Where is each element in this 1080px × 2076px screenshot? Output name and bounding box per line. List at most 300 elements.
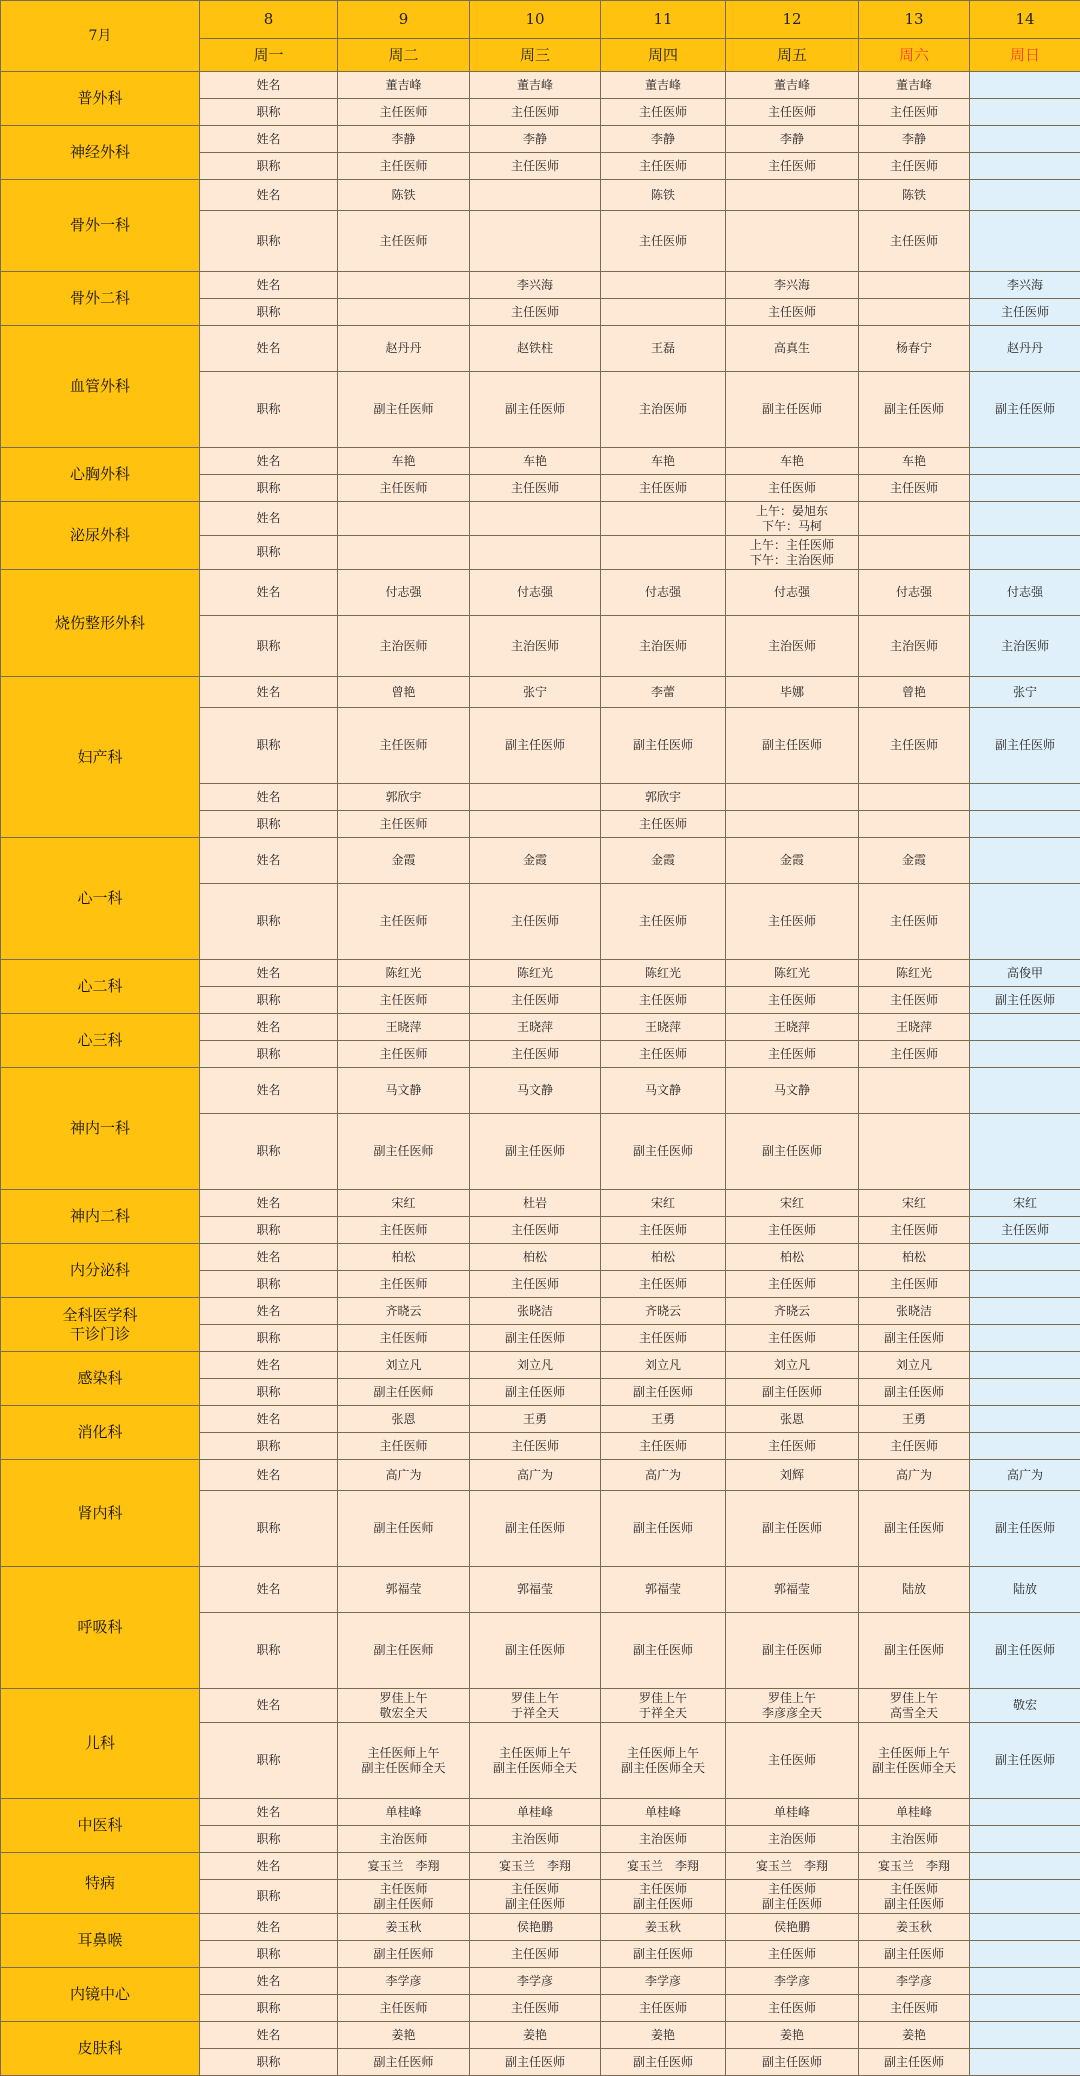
schedule-cell: 主任医师 (470, 299, 601, 326)
schedule-cell (970, 126, 1080, 153)
schedule-cell: 董吉峰 (601, 72, 726, 99)
schedule-cell (726, 784, 859, 811)
schedule-cell: 主治医师 (338, 1826, 470, 1853)
schedule-cell: 单桂峰 (859, 1799, 970, 1826)
schedule-cell: 宴玉兰 李翔 (601, 1853, 726, 1880)
schedule-cell: 主治医师 (470, 616, 601, 677)
schedule-cell: 李蕾 (601, 677, 726, 708)
schedule-cell: 主任医师 (470, 153, 601, 180)
schedule-cell (970, 99, 1080, 126)
schedule-cell: 副主任医师 (470, 2049, 601, 2076)
schedule-cell: 主治医师 (601, 372, 726, 448)
schedule-cell: 副主任医师 (338, 1941, 470, 1968)
schedule-cell: 主任医师 (470, 475, 601, 502)
schedule-cell: 罗佳上午 敬宏全天 (338, 1689, 470, 1723)
schedule-cell: 副主任医师 (970, 1491, 1080, 1567)
schedule-cell: 张恩 (338, 1406, 470, 1433)
table-row (1, 1914, 1080, 1941)
schedule-cell: 主任医师 (338, 811, 470, 838)
schedule-cell: 主任医师 副主任医师 (338, 1880, 470, 1914)
schedule-cell: 姜玉秋 (601, 1914, 726, 1941)
date-header: 12 (726, 1, 859, 39)
schedule-cell: 柏松 (601, 1244, 726, 1271)
schedule-cell: 主任医师 (601, 1433, 726, 1460)
row-label: 职称 (200, 708, 338, 784)
schedule-cell: 主治医师 (970, 616, 1080, 677)
row-label: 职称 (200, 475, 338, 502)
schedule-cell: 郭福莹 (726, 1567, 859, 1613)
row-label: 职称 (200, 811, 338, 838)
schedule-cell: 金霞 (338, 838, 470, 884)
schedule-cell (970, 2049, 1080, 2076)
date-header: 11 (601, 1, 726, 39)
schedule-cell: 主任医师 (970, 299, 1080, 326)
schedule-cell (970, 1941, 1080, 1968)
row-label: 职称 (200, 536, 338, 570)
schedule-cell: 王晓萍 (470, 1014, 601, 1041)
schedule-cell: 付志强 (470, 570, 601, 616)
schedule-cell (470, 180, 601, 211)
schedule-cell: 副主任医师 (470, 708, 601, 784)
schedule-cell: 王磊 (601, 326, 726, 372)
schedule-cell (970, 1433, 1080, 1460)
schedule-cell: 主治医师 (338, 616, 470, 677)
schedule-cell (859, 1068, 970, 1114)
department-name: 心二科 (1, 960, 200, 1014)
schedule-cell: 付志强 (726, 570, 859, 616)
table-row (1, 126, 1080, 153)
schedule-cell (970, 884, 1080, 960)
row-label: 姓名 (200, 502, 338, 536)
schedule-cell (970, 1406, 1080, 1433)
schedule-cell: 刘立凡 (726, 1352, 859, 1379)
department-name: 皮肤科 (1, 2022, 200, 2076)
schedule-cell: 主任医师 (726, 884, 859, 960)
schedule-cell: 主任医师 (726, 1433, 859, 1460)
schedule-cell: 姜艳 (470, 2022, 601, 2049)
schedule-cell (970, 811, 1080, 838)
schedule-cell: 董吉峰 (470, 72, 601, 99)
schedule-cell: 王晓萍 (601, 1014, 726, 1041)
table-row (1, 1244, 1080, 1271)
schedule-cell (970, 1379, 1080, 1406)
schedule-cell (970, 2022, 1080, 2049)
row-label: 职称 (200, 616, 338, 677)
schedule-cell: 主任医师 (726, 475, 859, 502)
schedule-cell: 副主任医师 (601, 1941, 726, 1968)
schedule-cell: 主任医师 (726, 1723, 859, 1799)
schedule-cell: 马文静 (338, 1068, 470, 1114)
schedule-cell: 副主任医师 (338, 1114, 470, 1190)
table-row (1, 1567, 1080, 1613)
schedule-cell: 主任医师 (726, 299, 859, 326)
schedule-cell: 李静 (470, 126, 601, 153)
schedule-cell: 主任医师 (470, 1433, 601, 1460)
schedule-cell: 李兴海 (726, 272, 859, 299)
schedule-cell: 宴玉兰 李翔 (859, 1853, 970, 1880)
schedule-cell: 曾艳 (859, 677, 970, 708)
schedule-cell: 毕娜 (726, 677, 859, 708)
schedule-cell: 齐晓云 (601, 1298, 726, 1325)
schedule-cell: 主任医师 (726, 1041, 859, 1068)
schedule-cell: 陈铁 (859, 180, 970, 211)
row-label: 职称 (200, 2049, 338, 2076)
schedule-cell: 杨春宁 (859, 326, 970, 372)
schedule-cell: 付志强 (859, 570, 970, 616)
schedule-cell: 郭欣宇 (601, 784, 726, 811)
table-row (1, 1068, 1080, 1114)
schedule-cell (970, 1914, 1080, 1941)
schedule-cell: 赵铁柱 (470, 326, 601, 372)
schedule-cell: 宋红 (970, 1190, 1080, 1217)
schedule-cell: 姜艳 (859, 2022, 970, 2049)
row-label: 职称 (200, 1941, 338, 1968)
department-name: 心胸外科 (1, 448, 200, 502)
schedule-cell: 主任医师 (470, 1217, 601, 1244)
schedule-cell: 李学彦 (859, 1968, 970, 1995)
schedule-cell: 李兴海 (470, 272, 601, 299)
department-name: 骨外二科 (1, 272, 200, 326)
row-label: 姓名 (200, 784, 338, 811)
schedule-cell: 李静 (338, 126, 470, 153)
schedule-cell (970, 1114, 1080, 1190)
schedule-cell: 李兴海 (970, 272, 1080, 299)
schedule-cell: 张宁 (470, 677, 601, 708)
row-label: 姓名 (200, 72, 338, 99)
schedule-cell: 罗佳上午 李彦彦全天 (726, 1689, 859, 1723)
schedule-cell: 主任医师 (338, 884, 470, 960)
schedule-cell (970, 1826, 1080, 1853)
row-label: 姓名 (200, 1298, 338, 1325)
schedule-cell: 主任医师 (470, 987, 601, 1014)
department-name: 消化科 (1, 1406, 200, 1460)
schedule-cell: 李静 (859, 126, 970, 153)
schedule-cell: 刘立凡 (338, 1352, 470, 1379)
row-label: 姓名 (200, 1190, 338, 1217)
table-row (1, 1014, 1080, 1041)
row-label: 姓名 (200, 1014, 338, 1041)
schedule-cell: 车艳 (726, 448, 859, 475)
weekday-header: 周一 (200, 39, 338, 72)
schedule-cell (470, 211, 601, 272)
schedule-cell: 主任医师 (470, 1941, 601, 1968)
table-row (1, 1190, 1080, 1217)
schedule-cell: 副主任医师 (970, 372, 1080, 448)
schedule-cell: 刘立凡 (601, 1352, 726, 1379)
row-label: 职称 (200, 299, 338, 326)
schedule-cell: 曾艳 (338, 677, 470, 708)
row-label: 职称 (200, 1613, 338, 1689)
schedule-cell (970, 180, 1080, 211)
date-header: 8 (200, 1, 338, 39)
department-name: 肾内科 (1, 1460, 200, 1567)
row-label: 姓名 (200, 1460, 338, 1491)
schedule-cell (970, 1880, 1080, 1914)
schedule-cell: 陈铁 (338, 180, 470, 211)
schedule-cell: 主治医师 (726, 1826, 859, 1853)
weekday-header: 周五 (726, 39, 859, 72)
schedule-cell: 刘立凡 (470, 1352, 601, 1379)
weekday-header: 周二 (338, 39, 470, 72)
schedule-cell: 高广为 (859, 1460, 970, 1491)
row-label: 姓名 (200, 1406, 338, 1433)
table-row (1, 1799, 1080, 1826)
schedule-cell: 张晓洁 (470, 1298, 601, 1325)
schedule-cell: 宋红 (601, 1190, 726, 1217)
schedule-cell: 高广为 (470, 1460, 601, 1491)
schedule-cell: 副主任医师 (601, 2049, 726, 2076)
schedule-cell: 主任医师上午 副主任医师全天 (338, 1723, 470, 1799)
row-label: 姓名 (200, 1853, 338, 1880)
table-row (1, 272, 1080, 299)
row-label: 职称 (200, 1114, 338, 1190)
schedule-cell: 李静 (601, 126, 726, 153)
schedule-cell (470, 811, 601, 838)
schedule-cell: 单桂峰 (726, 1799, 859, 1826)
department-name: 神内二科 (1, 1190, 200, 1244)
row-label: 职称 (200, 1723, 338, 1799)
schedule-cell: 主任医师 (338, 475, 470, 502)
schedule-cell: 主治医师 (859, 616, 970, 677)
schedule-cell: 主治医师 (726, 616, 859, 677)
schedule-cell: 齐晓云 (338, 1298, 470, 1325)
schedule-cell: 宋红 (338, 1190, 470, 1217)
schedule-cell: 副主任医师 (470, 1325, 601, 1352)
schedule-cell: 主任医师 (726, 1325, 859, 1352)
row-label: 职称 (200, 1880, 338, 1914)
row-label: 姓名 (200, 1244, 338, 1271)
table-row (1, 960, 1080, 987)
schedule-cell: 副主任医师 (470, 1379, 601, 1406)
schedule-cell: 主任医师 (338, 1041, 470, 1068)
schedule-cell: 副主任医师 (726, 372, 859, 448)
schedule-cell: 副主任医师 (726, 1491, 859, 1567)
schedule-cell (970, 1995, 1080, 2022)
schedule-cell: 主任医师 (338, 99, 470, 126)
row-label: 职称 (200, 211, 338, 272)
table-row (1, 72, 1080, 99)
row-label: 职称 (200, 987, 338, 1014)
schedule-cell: 副主任医师 (470, 1491, 601, 1567)
schedule-cell: 副主任医师 (726, 708, 859, 784)
department-name: 普外科 (1, 72, 200, 126)
department-name: 血管外科 (1, 326, 200, 448)
row-label: 职称 (200, 153, 338, 180)
schedule-cell: 宴玉兰 李翔 (470, 1853, 601, 1880)
department-name: 骨外一科 (1, 180, 200, 272)
table-row (1, 1352, 1080, 1379)
department-name: 烧伤整形外科 (1, 570, 200, 677)
schedule-cell: 金霞 (601, 838, 726, 884)
schedule-cell (859, 1114, 970, 1190)
schedule-cell: 主任医师 (338, 1325, 470, 1352)
schedule-cell: 主任医师 副主任医师 (601, 1880, 726, 1914)
schedule-cell (601, 272, 726, 299)
schedule-cell: 主任医师 (601, 1995, 726, 2022)
schedule-cell: 罗佳上午 于祥全天 (470, 1689, 601, 1723)
schedule-cell: 杜岩 (470, 1190, 601, 1217)
schedule-cell (970, 448, 1080, 475)
schedule-cell: 李学彦 (338, 1968, 470, 1995)
schedule-cell: 宴玉兰 李翔 (338, 1853, 470, 1880)
table-row (1, 326, 1080, 372)
schedule-cell (970, 1352, 1080, 1379)
schedule-cell: 李学彦 (601, 1968, 726, 1995)
schedule-cell: 主任医师 副主任医师 (726, 1880, 859, 1914)
date-header: 14 (970, 1, 1080, 39)
schedule-cell (726, 211, 859, 272)
department-name: 耳鼻喉 (1, 1914, 200, 1968)
schedule-cell (338, 272, 470, 299)
date-header: 13 (859, 1, 970, 39)
table-row (1, 1853, 1080, 1880)
schedule-cell: 主任医师 (601, 475, 726, 502)
schedule-cell: 高真生 (726, 326, 859, 372)
department-name: 泌尿外科 (1, 502, 200, 570)
table-row (1, 1298, 1080, 1325)
schedule-cell: 姜艳 (338, 2022, 470, 2049)
schedule-cell: 姜玉秋 (338, 1914, 470, 1941)
schedule-cell: 罗佳上午 于祥全天 (601, 1689, 726, 1723)
table-row (1, 2022, 1080, 2049)
schedule-cell: 副主任医师 (338, 2049, 470, 2076)
weekend-header: 周日 (970, 39, 1080, 72)
department-name: 儿科 (1, 1689, 200, 1799)
schedule-cell: 车艳 (859, 448, 970, 475)
schedule-cell: 主任医师 (859, 1271, 970, 1298)
schedule-cell (970, 153, 1080, 180)
table-row (1, 448, 1080, 475)
schedule-cell: 郭福莹 (601, 1567, 726, 1613)
schedule-cell: 陆放 (859, 1567, 970, 1613)
schedule-cell: 郭福莹 (470, 1567, 601, 1613)
schedule-cell (338, 299, 470, 326)
department-name: 内分泌科 (1, 1244, 200, 1298)
schedule-cell: 主任医师 (338, 708, 470, 784)
schedule-cell: 王勇 (601, 1406, 726, 1433)
schedule-cell: 主任医师 (726, 153, 859, 180)
schedule-cell: 副主任医师 (601, 708, 726, 784)
schedule-cell: 金霞 (470, 838, 601, 884)
schedule-cell: 主任医师 (859, 211, 970, 272)
schedule-cell: 陈铁 (601, 180, 726, 211)
schedule-cell: 副主任医师 (859, 1941, 970, 1968)
schedule-cell: 董吉峰 (726, 72, 859, 99)
schedule-cell: 张恩 (726, 1406, 859, 1433)
schedule-cell (970, 1041, 1080, 1068)
row-label: 职称 (200, 99, 338, 126)
schedule-cell (970, 1325, 1080, 1352)
schedule-cell: 副主任医师 (470, 1613, 601, 1689)
schedule-cell: 副主任医师 (859, 1325, 970, 1352)
schedule-cell (601, 299, 726, 326)
schedule-cell: 副主任医师 (859, 2049, 970, 2076)
schedule-cell: 主任医师 (859, 475, 970, 502)
schedule-cell: 高广为 (970, 1460, 1080, 1491)
schedule-cell: 主任医师上午 副主任医师全天 (601, 1723, 726, 1799)
schedule-cell: 马文静 (601, 1068, 726, 1114)
schedule-cell (859, 536, 970, 570)
schedule-cell: 王勇 (859, 1406, 970, 1433)
schedule-cell (601, 502, 726, 536)
schedule-cell: 侯艳鹏 (470, 1914, 601, 1941)
schedule-cell (338, 502, 470, 536)
schedule-cell: 赵丹丹 (970, 326, 1080, 372)
department-name: 感染科 (1, 1352, 200, 1406)
schedule-cell: 柏松 (859, 1244, 970, 1271)
row-label: 姓名 (200, 448, 338, 475)
weekday-header: 周三 (470, 39, 601, 72)
schedule-cell (726, 811, 859, 838)
schedule-cell: 陆放 (970, 1567, 1080, 1613)
schedule-cell: 付志强 (970, 570, 1080, 616)
schedule-cell (470, 502, 601, 536)
schedule-cell (859, 784, 970, 811)
row-label: 姓名 (200, 677, 338, 708)
schedule-cell (970, 1298, 1080, 1325)
row-label: 姓名 (200, 1352, 338, 1379)
schedule-cell: 主任医师 (726, 987, 859, 1014)
schedule-cell: 陈红光 (338, 960, 470, 987)
schedule-cell: 侯艳鹏 (726, 1914, 859, 1941)
row-label: 姓名 (200, 1567, 338, 1613)
schedule-cell: 主任医师 副主任医师 (859, 1880, 970, 1914)
row-label: 职称 (200, 1217, 338, 1244)
schedule-cell: 宋红 (726, 1190, 859, 1217)
date-header: 10 (470, 1, 601, 39)
schedule-cell: 齐晓云 (726, 1298, 859, 1325)
table-row (1, 1689, 1080, 1723)
schedule-cell: 王晓萍 (338, 1014, 470, 1041)
schedule-cell: 主任医师上午 副主任医师全天 (859, 1723, 970, 1799)
table-row (1, 1968, 1080, 1995)
schedule-cell (970, 1271, 1080, 1298)
schedule-cell: 副主任医师 (970, 987, 1080, 1014)
row-label: 姓名 (200, 838, 338, 884)
schedule-cell: 罗佳上午 高雪全天 (859, 1689, 970, 1723)
schedule-cell: 主任医师 (338, 1433, 470, 1460)
schedule-cell: 柏松 (470, 1244, 601, 1271)
schedule-cell: 付志强 (601, 570, 726, 616)
schedule-cell: 主任医师 (859, 1433, 970, 1460)
row-label: 姓名 (200, 1799, 338, 1826)
schedule-cell: 副主任医师 (726, 1114, 859, 1190)
schedule-cell: 副主任医师 (338, 1379, 470, 1406)
schedule-cell: 主任医师 (601, 153, 726, 180)
schedule-cell: 主任医师 (338, 211, 470, 272)
schedule-cell: 主任医师 (470, 1041, 601, 1068)
schedule-cell: 主任医师 (338, 987, 470, 1014)
schedule-cell: 副主任医师 (859, 1379, 970, 1406)
department-name: 妇产科 (1, 677, 200, 838)
schedule-cell: 副主任医师 (859, 1613, 970, 1689)
department-name: 全科医学科 干诊门诊 (1, 1298, 200, 1352)
schedule-cell: 张晓洁 (859, 1298, 970, 1325)
schedule-cell: 主任医师 副主任医师 (470, 1880, 601, 1914)
schedule-cell: 董吉峰 (338, 72, 470, 99)
schedule-cell: 副主任医师 (970, 1723, 1080, 1799)
schedule-cell: 主任医师 (338, 1271, 470, 1298)
schedule-cell: 王勇 (470, 1406, 601, 1433)
row-label: 姓名 (200, 960, 338, 987)
schedule-cell (859, 272, 970, 299)
schedule-cell: 主任医师 (726, 1995, 859, 2022)
row-label: 职称 (200, 1041, 338, 1068)
schedule-cell (470, 784, 601, 811)
schedule-cell: 主任医师 (726, 1271, 859, 1298)
schedule-cell: 姜玉秋 (859, 1914, 970, 1941)
schedule-cell: 主任医师 (601, 1271, 726, 1298)
